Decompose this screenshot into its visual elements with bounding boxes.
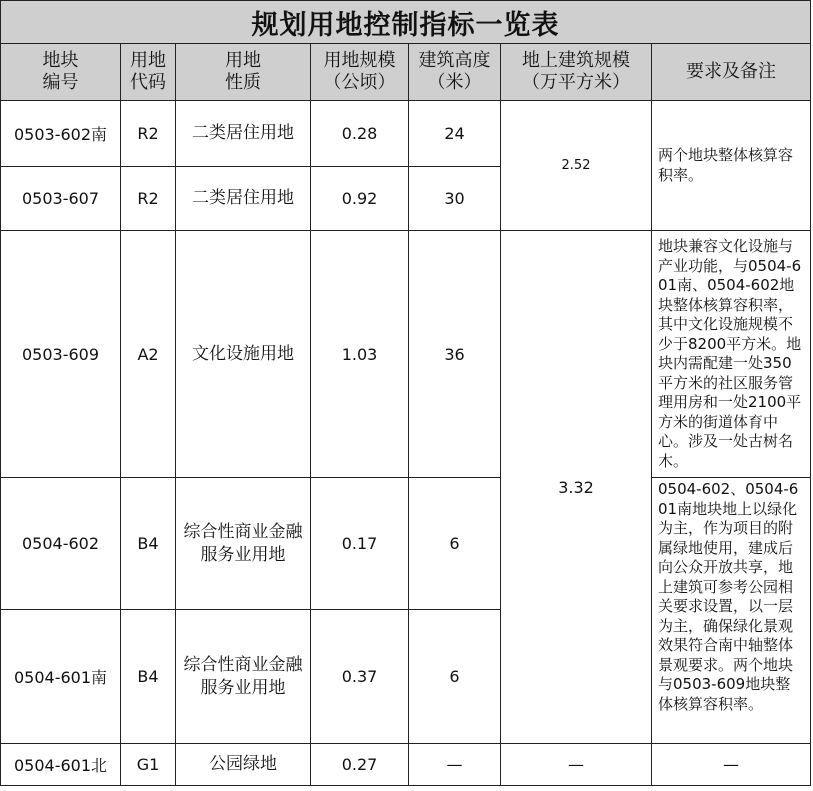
parcel-cell: 0504-601北 xyxy=(1,744,121,786)
nature-cell: 综合性商业金融服务业用地 xyxy=(176,610,311,744)
table-row xyxy=(1,478,811,610)
nature-cell: 二类居住用地 xyxy=(176,101,311,167)
header-gfa xyxy=(501,44,652,101)
header-code-line1: 用地 xyxy=(130,50,166,71)
height-cell: 30 xyxy=(409,167,501,231)
height-cell: 6 xyxy=(409,478,501,610)
header-row xyxy=(1,44,811,101)
area-cell: 0.92 xyxy=(311,167,409,231)
code-cell: R2 xyxy=(121,101,176,167)
header-notes xyxy=(652,44,811,101)
area-cell: 0.28 xyxy=(311,101,409,167)
area-cell: 0.17 xyxy=(311,478,409,610)
header-area xyxy=(311,44,409,101)
parcel-cell: 0503-607 xyxy=(1,167,121,231)
header-parcel xyxy=(1,44,121,101)
header-parcel-line1: 地块 xyxy=(42,50,79,71)
height-cell: — xyxy=(409,744,501,786)
header-gfa-line1: 地上建筑规模 xyxy=(522,50,630,71)
table-row xyxy=(1,744,811,786)
notes-cell-group3: 0504-602、0504-601南地块地上以绿化为主，作为项目的附属绿地使用，建成后向公众开放共享，地上建筑可参考公园相关要求设置，以一层为主，确保绿化景观效果符合南中轴整体景观要求。两个地块与0503-609地块整体核算容积率。 xyxy=(652,478,811,744)
nature-cell: 综合性商业金融服务业用地 xyxy=(176,478,311,610)
code-cell: G1 xyxy=(121,744,176,786)
gfa-cell-group1: 2.52 xyxy=(501,101,652,231)
table-title: 规划用地控制指标一览表 xyxy=(1,1,811,44)
area-cell: 0.27 xyxy=(311,744,409,786)
nature-cell: 文化设施用地 xyxy=(176,231,311,478)
height-cell: 6 xyxy=(409,610,501,744)
header-nature-line1: 用地 xyxy=(225,50,261,71)
height-cell: 36 xyxy=(409,231,501,478)
parcel-cell: 0504-602 xyxy=(1,478,121,610)
header-height-line2: （米） xyxy=(427,72,482,93)
nature-cell: 公园绿地 xyxy=(176,744,311,786)
header-notes-line1: 要求及备注 xyxy=(686,61,776,82)
height-cell: 24 xyxy=(409,101,501,167)
header-height xyxy=(409,44,501,101)
header-gfa-line2: （万平方米） xyxy=(522,72,630,93)
parcel-cell: 0503-609 xyxy=(1,231,121,478)
gfa-cell-last: — xyxy=(501,744,652,786)
header-area-line1: 用地规模 xyxy=(323,50,396,71)
code-cell: B4 xyxy=(121,478,176,610)
code-cell: A2 xyxy=(121,231,176,478)
table-row xyxy=(1,101,811,167)
parcel-cell: 0503-602南 xyxy=(1,101,121,167)
header-height-line1: 建筑高度 xyxy=(418,50,491,71)
table-row xyxy=(1,231,811,478)
header-parcel-line2: 编号 xyxy=(42,72,79,93)
header-nature xyxy=(176,44,311,101)
code-cell: B4 xyxy=(121,610,176,744)
title-row xyxy=(1,1,811,44)
nature-cell: 二类居住用地 xyxy=(176,167,311,231)
code-cell: R2 xyxy=(121,167,176,231)
parcel-cell: 0504-601南 xyxy=(1,610,121,744)
area-cell: 0.37 xyxy=(311,610,409,744)
header-code-line2: 代码 xyxy=(130,72,166,93)
notes-cell-last: — xyxy=(652,744,811,786)
notes-cell-group1: 两个地块整体核算容积率。 xyxy=(652,101,811,231)
header-nature-line2: 性质 xyxy=(225,72,261,93)
header-area-line2: （公顷） xyxy=(323,72,396,93)
gfa-cell-group2: 3.32 xyxy=(501,231,652,744)
notes-cell-0503-609: 地块兼容文化设施与产业功能，与0504-601南、0504-602地块整体核算容积率，其中文化设施规模不少于8200平方米。地块内需配建一处350平方米的社区服务管理用房和一处2100平方米的街道体育中心。涉及一处古树名木。 xyxy=(652,231,811,478)
header-code xyxy=(121,44,176,101)
area-cell: 1.03 xyxy=(311,231,409,478)
